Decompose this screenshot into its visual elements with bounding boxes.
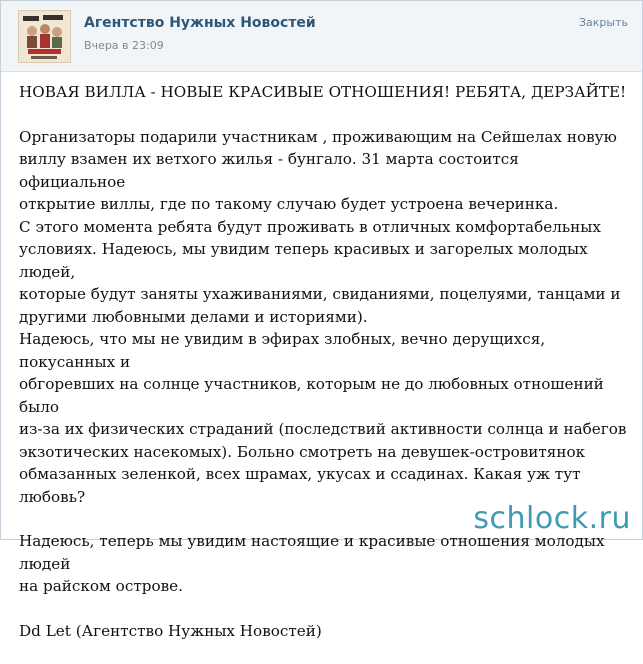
text-line: Надеюсь, что мы не увидим в эфирах злобных, вечно дерущихся, покусанных и <box>19 330 546 371</box>
text-line: обгоревших на солнце участников, которым не до любовных отношений было <box>19 375 604 416</box>
text-line: обмазанных зеленкой, всех шрамах, укусах и ссадинах. Какая уж тут любовь? <box>19 465 581 506</box>
close-link[interactable]: Закрыть <box>579 16 628 29</box>
text-line: из-за их физических страданий (последствий активности солнца и набегов <box>19 420 627 438</box>
text-line: которые будут заняты ухаживаниями, свиданиями, поцелуями, танцами и <box>19 285 621 303</box>
post-paragraph-1 <box>19 126 627 509</box>
author-name-link[interactable]: Агентство Нужных Новостей <box>84 15 316 31</box>
post-header <box>1 1 642 72</box>
text-line: Организаторы подарили участникам , проживающим на Сейшелах новую <box>19 127 617 146</box>
text-line: на райском острове. <box>19 577 183 595</box>
post-title: НОВАЯ ВИЛЛА - НОВЫЕ КРАСИВЫЕ ОТНОШЕНИЯ! РЕБЯТА, ДЕРЗАЙТЕ! <box>19 83 627 101</box>
author-avatar[interactable] <box>18 10 71 63</box>
text-line: С этого момента ребята будут проживать в отличных комфортабельных <box>19 217 601 236</box>
text-line: Надеюсь, теперь мы увидим настоящие и красивые отношения молодых людей <box>19 532 605 573</box>
post-paragraph-2 <box>19 530 627 598</box>
post-time[interactable]: Вчера в 23:09 <box>84 39 164 52</box>
avatar-image-icon <box>19 11 70 62</box>
text-line: виллу взамен их ветхого жилья - бунгало. 31 марта состоится официальное <box>19 150 519 191</box>
text-line: открытие виллы, где по такому случаю будет устроена вечеринка. <box>19 195 559 213</box>
post-signature: Dd Let (Агентство Нужных Новостей) <box>19 621 322 640</box>
text-line: условиях. Надеюсь, мы увидим теперь красивых и загорелых молодых людей, <box>19 240 588 281</box>
text-line: другими любовными делами и историями). <box>19 307 368 326</box>
watermark: schlock.ru <box>473 501 631 536</box>
post-body <box>19 81 627 664</box>
text-line: экзотических насекомых). Больно смотреть на девушек-островитянок <box>19 442 586 461</box>
